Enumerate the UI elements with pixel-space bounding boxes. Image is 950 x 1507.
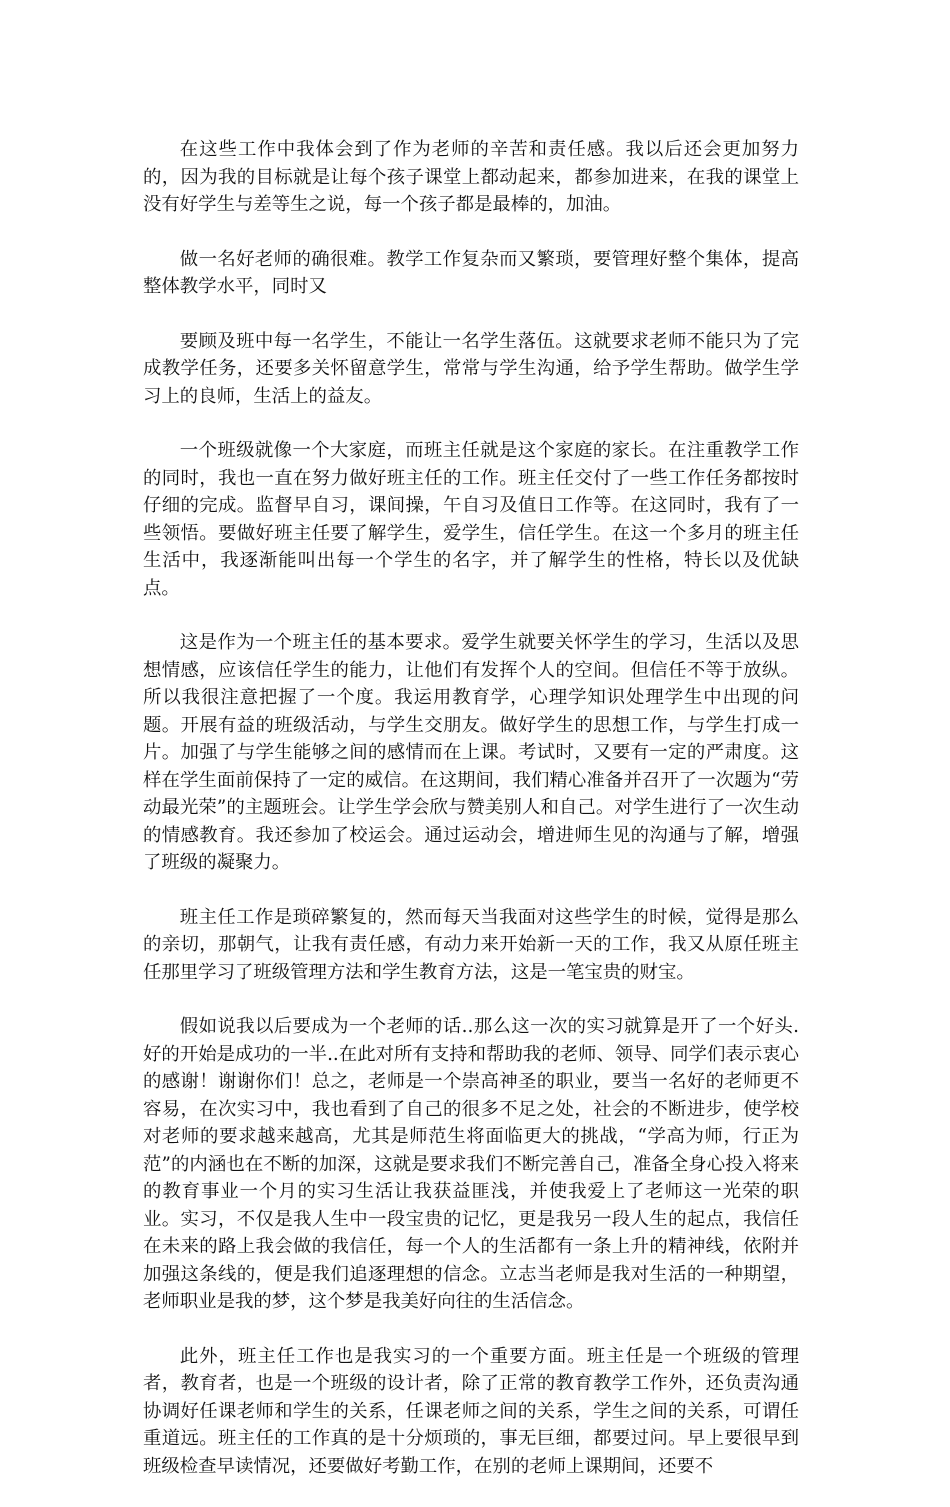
paragraph-3: 要顾及班中每一名学生，不能让一名学生落伍。这就要求老师不能只为了完成教学任务，还要多关怀留意学生，常常与学生沟通，给予学生帮助。做学生学习上的良师，生活上的益友。 xyxy=(143,330,799,407)
document-page xyxy=(143,136,799,1507)
paragraph-7: 假如说我以后要成为一个老师的话..那么这一次的实习就算是开了一个好头.好的开始是成功的一半..在此对所有支持和帮助我的老师、领导、同学们表示衷心的感谢！谢谢你们！总之，老师是一个崇高神圣的职业，要当一名好的老师更不容易，在次实习中，我也看到了自己的很多不足之处，社会的不断进步，使学校对老师的要求越来越高，尤其是师范生将面临更大的挑战，“学高为师，行正为范”的内涵也在不断的加深，这就是要求我们不断完善自己，准备全身心投入将来的教育事业一个月的实习生活让我获益匪浅，并使我爱上了老师这一光荣的职业。实习，不仅是我人生中一段宝贵的记忆，更是我另一段人生的起点，我信任在未来的路上我会做的我信任，每一个人的生活都有一条上升的精神线，依附并加强这条线的，便是我们追逐理想的信念。立志当老师是我对生活的一种期望，老师职业是我的梦，这个梦是我美好向往的生活信念。 xyxy=(143,1016,799,1312)
paragraph-8: 此外，班主任工作也是我实习的一个重要方面。班主任是一个班级的管理者，教育者，也是一个班级的设计者，除了正常的教育教学工作外，还负责沟通协调好任课老师和学生的关系，任课老师之间的关系，学生之间的关系，可谓任重道远。班主任的工作真的是十分烦琐的，事无巨细，都要过问。早上要很早到班级检查早读情况，还要做好考勤工作，在别的老师上课期间，还要不 xyxy=(143,1345,799,1477)
paragraph-6: 班主任工作是琐碎繁复的，然而每天当我面对这些学生的时候，觉得是那么的亲切，那朝气，让我有责任感，有动力来开始新一天的工作，我又从原任班主任那里学习了班级管理方法和学生教育方法，这是一笔宝贵的财宝。 xyxy=(143,906,799,983)
paragraph-1: 在这些工作中我体会到了作为老师的辛苦和责任感。我以后还会更加努力的，因为我的目标就是让每个孩子课堂上都动起来，都参加进来，在我的课堂上没有好学生与差等生之说，每一个孩子都是最棒的，加油。 xyxy=(143,139,799,215)
paragraph-4: 一个班级就像一个大家庭，而班主任就是这个家庭的家长。在注重教学工作的同时，我也一直在努力做好班主任的工作。班主任交付了一些工作任务都按时仔细的完成。监督早自习，课间操，午自习及值日工作等。在这同时，我有了一些领悟。要做好班主任要了解学生，爱学生，信任学生。在这一个多月的班主任生活中，我逐渐能叫出每一个学生的名字，并了解学生的性格，特长以及优缺点。 xyxy=(143,440,799,599)
paragraph-5: 这是作为一个班主任的基本要求。爱学生就要关怀学生的学习，生活以及思想情感，应该信任学生的能力，让他们有发挥个人的空间。但信任不等于放纵。所以我很注意把握了一个度。我运用教育学，心理学知识处理学生中出现的问题。开展有益的班级活动，与学生交朋友。做好学生的思想工作，与学生打成一片。加强了与学生能够之间的感情而在上课。考试时，又要有一定的严肃度。这样在学生面前保持了一定的威信。在这期间，我们精心准备并召开了一次题为“劳动最光荣”的主题班会。让学生学会欣与赞美别人和自己。对学生进行了一次生动的情感教育。我还参加了校运会。通过运动会，增进师生见的沟通与了解，增强了班级的凝聚力。 xyxy=(143,632,799,873)
paragraph-2: 做一名好老师的确很难。教学工作复杂而又繁琐，要管理好整个集体，提高整体教学水平，同时又 xyxy=(143,248,799,297)
